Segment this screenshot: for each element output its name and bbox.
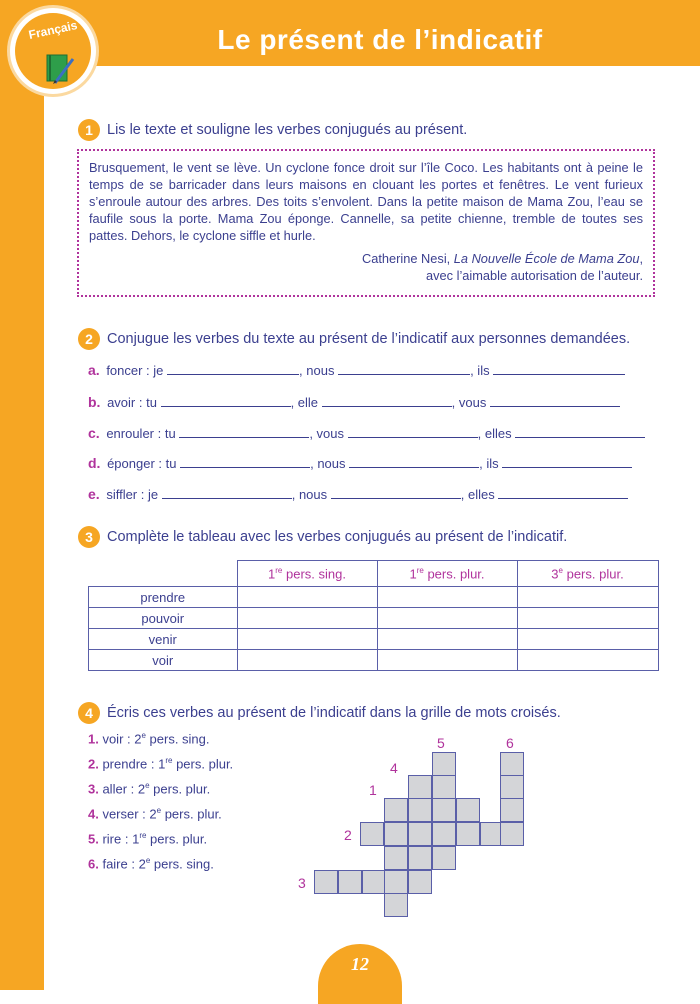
row-letter: c.: [88, 425, 100, 441]
header-curve: [44, 66, 700, 96]
subject-badge-label: Français: [27, 18, 79, 42]
table-answer-cell[interactable]: [237, 587, 377, 608]
row-verb: enrouler : tu: [106, 426, 176, 441]
clue-item: [88, 756, 233, 771]
crossword-number: 4: [390, 760, 398, 776]
conjugation-row: [88, 486, 628, 502]
exercise1-passage: Brusquement, le vent se lève. Un cyclone fonce droit sur l’île Coco. Les habitants ont à peine le temps de se barricader dans leurs maisons en clouant les portes et fenêtres. Le vent furieux s’enroule autour des arbres. Des toits s’envolent. Dans la petite maison de Mama Zou, l’eau se faufile sous la porte. Mama Zou éponge. Cannelle, sa petite chienne, tremble de toutes ses pattes. Dehors, le cyclone siffle et hurle.: [89, 160, 643, 243]
table-row: [89, 608, 659, 629]
row-verb: éponger : tu: [107, 456, 177, 471]
clue-rest: pers. sing.: [145, 731, 210, 747]
table-answer-cell[interactable]: [237, 650, 377, 671]
exercise2-number: 2: [78, 328, 100, 350]
crossword-number: 6: [506, 735, 514, 751]
header-rest: pers. plur.: [562, 566, 624, 582]
credit-book: La Nouvelle École de Mama Zou: [453, 251, 640, 266]
crossword-cell[interactable]: [456, 798, 480, 822]
exercise3-instruction-text: Complète le tableau avec les verbes conjugués au présent de l’indicatif.: [107, 529, 568, 545]
table-answer-cell[interactable]: [377, 587, 517, 608]
answer-blank[interactable]: [180, 455, 310, 468]
crossword-cell[interactable]: [500, 752, 524, 776]
row-person3: , elles: [460, 487, 495, 502]
answer-blank[interactable]: [338, 362, 470, 375]
exercise2-instruction-text: Conjugue les verbes du texte au présent de l’indicatif aux personnes demandées.: [107, 331, 631, 347]
table-answer-cell[interactable]: [517, 608, 658, 629]
answer-blank[interactable]: [179, 425, 309, 438]
clue-rest: pers. sing.: [150, 856, 214, 872]
row-person2: , vous: [309, 426, 344, 441]
answer-blank[interactable]: [322, 394, 452, 407]
exercise4-number: 4: [78, 702, 100, 724]
table-row: [89, 629, 659, 650]
row-person2: , nous: [291, 487, 328, 502]
row-letter: a.: [88, 362, 100, 378]
page-title: Le présent de l’indicatif: [217, 24, 543, 55]
clue-sup: e: [156, 806, 162, 815]
exercise1-instruction: [78, 119, 467, 141]
header-rest: pers. sing.: [282, 566, 346, 582]
clue-item: [88, 731, 210, 746]
conjugation-row: [88, 425, 645, 441]
crossword-cell[interactable]: [408, 798, 432, 822]
table-row-label: pouvoir: [89, 608, 238, 629]
table-answer-cell[interactable]: [377, 629, 517, 650]
crossword-number: 1: [369, 782, 377, 798]
clue-sup: e: [145, 856, 151, 865]
clue-sup: re: [139, 831, 147, 840]
clue-item: [88, 856, 214, 871]
row-person3: , elles: [477, 426, 512, 441]
clue-rest: pers. plur.: [161, 806, 222, 822]
crossword-cell[interactable]: [408, 846, 432, 870]
crossword-cell[interactable]: [314, 870, 338, 894]
answer-blank[interactable]: [493, 362, 625, 375]
exercise4-instruction-text: Écris ces verbes au présent de l’indicatif dans la grille de mots croisés.: [107, 705, 561, 721]
crossword-number: 5: [437, 735, 445, 751]
exercise3-instruction: [78, 526, 567, 548]
conjugation-table: [88, 560, 659, 671]
crossword-cell[interactable]: [360, 822, 384, 846]
clue-number: 5.: [88, 831, 99, 847]
row-person2: , nous: [299, 363, 335, 378]
exercise1-credit: [89, 250, 643, 284]
notebook-pencil-icon: [45, 53, 75, 85]
table-answer-cell[interactable]: [237, 608, 377, 629]
row-person2: , elle: [290, 395, 319, 410]
conjugation-row: [88, 455, 632, 471]
credit-end: ,: [639, 251, 643, 266]
clue-number: 3.: [88, 781, 99, 797]
crossword-cell[interactable]: [384, 870, 408, 894]
row-person2: , nous: [310, 456, 346, 471]
table-answer-cell[interactable]: [237, 629, 377, 650]
clue-rest: pers. plur.: [172, 756, 234, 772]
crossword-number: 3: [298, 875, 306, 891]
clue-number: 2.: [88, 756, 99, 772]
crossword-cell[interactable]: [384, 893, 408, 917]
clue-verb: aller : 2: [98, 781, 146, 797]
clue-verb: prendre : 1: [98, 756, 166, 772]
clue-sup: e: [145, 781, 150, 790]
crossword-cell[interactable]: [408, 822, 432, 846]
crossword-cell[interactable]: [384, 798, 408, 822]
crossword-cell[interactable]: [432, 752, 456, 776]
row-letter: d.: [88, 455, 101, 471]
clue-sup: re: [165, 756, 173, 765]
table-row-label: voir: [89, 650, 238, 671]
crossword-number: 2: [344, 827, 352, 843]
clue-verb: verser : 2: [98, 806, 157, 822]
credit-author: Catherine Nesi,: [362, 251, 451, 266]
row-letter: e.: [88, 486, 100, 502]
clue-verb: voir : 2: [98, 731, 142, 747]
crossword-cell[interactable]: [384, 846, 408, 870]
table-answer-cell[interactable]: [517, 587, 658, 608]
page-number: 12: [351, 954, 369, 974]
exercise1-text-box: [77, 149, 655, 297]
crossword-cell[interactable]: [338, 870, 362, 894]
credit-line2: avec l’aimable autorisation de l’auteur.: [426, 268, 643, 283]
table-header-cell: [517, 561, 658, 587]
crossword-cell[interactable]: [500, 822, 524, 846]
exercise1-instruction-text: Lis le texte et souligne les verbes conjugués au présent.: [107, 122, 468, 138]
answer-blank[interactable]: [502, 455, 632, 468]
answer-blank[interactable]: [349, 455, 479, 468]
crossword-cell[interactable]: [500, 798, 524, 822]
table-row: [89, 650, 659, 671]
row-verb: avoir : tu: [107, 395, 157, 410]
header-sup: re: [416, 565, 424, 575]
row-person3: , ils: [479, 456, 499, 471]
header-sup: re: [275, 565, 283, 575]
table-header-row: [89, 561, 659, 587]
table-answer-cell[interactable]: [517, 650, 658, 671]
exercise2-instruction: [78, 328, 630, 350]
crossword-cell[interactable]: [456, 822, 480, 846]
answer-blank[interactable]: [515, 425, 645, 438]
answer-blank[interactable]: [162, 486, 292, 499]
answer-blank[interactable]: [161, 394, 291, 407]
clue-sup: e: [141, 731, 146, 740]
crossword-cell[interactable]: [432, 822, 456, 846]
table-answer-cell[interactable]: [377, 650, 517, 671]
conjugation-row: [88, 394, 620, 410]
clue-item: [88, 806, 222, 821]
header-num: 1: [409, 566, 417, 582]
crossword-cell[interactable]: [408, 775, 432, 799]
answer-blank[interactable]: [498, 486, 628, 499]
answer-blank[interactable]: [490, 394, 620, 407]
subject-badge: [10, 8, 96, 94]
header-rest: pers. plur.: [423, 566, 485, 582]
table-answer-cell[interactable]: [377, 608, 517, 629]
clue-rest: pers. plur.: [149, 781, 211, 797]
left-margin-bar: [0, 0, 44, 990]
crossword-cell[interactable]: [408, 870, 432, 894]
crossword-cell[interactable]: [432, 846, 456, 870]
table-header-cell: [237, 561, 377, 587]
crossword-cell[interactable]: [432, 775, 456, 799]
answer-blank[interactable]: [167, 362, 299, 375]
clue-verb: faire : 2: [98, 856, 146, 872]
clue-verb: rire : 1: [98, 831, 140, 847]
crossword-cell[interactable]: [362, 870, 386, 894]
crossword-cell[interactable]: [432, 798, 456, 822]
table-row-label: prendre: [89, 587, 238, 608]
header-sup: e: [558, 565, 563, 575]
row-verb: siffler : je: [106, 487, 159, 502]
clue-number: 4.: [88, 806, 99, 822]
exercise3-number: 3: [78, 526, 100, 548]
table-row: [89, 587, 659, 608]
table-row-label: venir: [89, 629, 238, 650]
row-person3: , ils: [470, 363, 490, 378]
row-verb: foncer : je: [106, 363, 164, 378]
conjugation-row: [88, 362, 625, 378]
clue-item: [88, 781, 210, 796]
header-num: 1: [268, 566, 276, 582]
table-header-cell: [377, 561, 517, 587]
answer-blank[interactable]: [348, 425, 478, 438]
answer-blank[interactable]: [331, 486, 461, 499]
clue-number: 6.: [88, 856, 99, 872]
exercise4-instruction: [78, 702, 561, 724]
clue-rest: pers. plur.: [146, 831, 208, 847]
table-corner: [89, 561, 238, 587]
exercise1-number: 1: [78, 119, 100, 141]
table-answer-cell[interactable]: [517, 629, 658, 650]
header-num: 3: [551, 566, 559, 582]
row-person3: , vous: [451, 395, 487, 410]
clue-number: 1.: [88, 731, 99, 747]
crossword-cell[interactable]: [384, 822, 408, 846]
row-letter: b.: [88, 394, 101, 410]
crossword-cell[interactable]: [500, 775, 524, 799]
clue-item: [88, 831, 207, 846]
